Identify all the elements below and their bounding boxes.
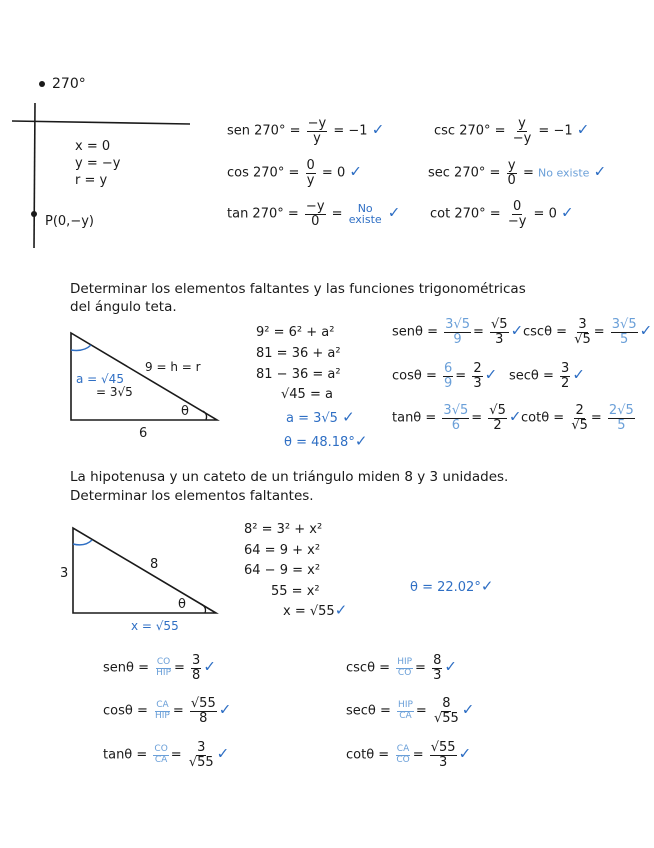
cos-270-equation (227, 159, 362, 187)
work-line: √45 = a (281, 387, 333, 402)
check-icon: ✓ (354, 432, 368, 450)
sen-theta-equation: senθ = $\frac{3√5}{9}$ = $\frac{√5}{3}$ ✓ (392, 317, 524, 347)
csc-ratio-equation: cscθ = $\frac{\text{HIP}}{CO}$ = $\frac{8}{3}$ ✓ (346, 653, 457, 683)
cot-270-fraction: $\frac{0}{-y}$ (507, 199, 527, 229)
check-icon: ✓ (387, 203, 401, 222)
work-line: 64 − 9 = x² (244, 563, 321, 578)
sec-270-note: No existe (538, 166, 590, 180)
cot-theta-equation: cotθ = $\frac{2}{√5}$ = $\frac{2√5}{5}$ (521, 403, 634, 433)
sen-ratio-equation: senθ = $\frac{CO}{\text{HIP}}$ = $\frac{3}{8}$ ✓ (103, 653, 216, 683)
sen-270-result: = −1 (333, 123, 368, 139)
cos-270-result: = 0 (321, 165, 346, 181)
cot-270-label: cot 270° = (430, 206, 501, 222)
triangle-2-hypotenuse-label: 8 (150, 557, 159, 572)
check-icon: ✓ (576, 120, 590, 139)
work-line: 64 = 9 + x² (244, 543, 321, 558)
check-icon: ✓ (572, 365, 585, 384)
tan-270-result: = (331, 206, 343, 222)
tan-theta-equation: tanθ = $\frac{3√5}{6}$ = $\frac{√5}{2}$ ✓ (392, 403, 522, 433)
point-label: P(0,−y) (45, 214, 94, 229)
triangle-1-theta: θ (181, 404, 189, 419)
check-icon: ✓ (639, 321, 653, 340)
sec-theta-equation: secθ = $\frac{3}{2}$ ✓ (509, 361, 585, 391)
triangle-2-base-label: x = √55 (131, 619, 179, 633)
vertical-axis (34, 103, 35, 248)
check-icon: ✓ (593, 162, 607, 181)
check-icon: ✓ (508, 407, 522, 426)
section2-prompt-line2: del ángulo teta. (70, 299, 177, 315)
cos-270-label: cos 270° = (227, 165, 300, 181)
sec-270-fraction: $\frac{y}{0}$ (507, 158, 516, 188)
check-icon: ✓ (216, 744, 230, 763)
tan-270-note: No existe (348, 201, 382, 227)
triangle-1-side-a: a = √45 (76, 372, 124, 386)
cot-270-equation (430, 200, 574, 228)
triangle-1-base-label: 6 (139, 426, 148, 441)
point-dot (31, 211, 37, 217)
tan-270-fraction: $\frac{-y}{0}$ (305, 199, 325, 229)
section3-prompt-line2: Determinar los elementos faltantes. (70, 488, 314, 504)
tan-270-label: tan 270° = (227, 206, 299, 222)
work-line: 8² = 3² + x² (244, 522, 323, 537)
cot-ratio-equation: cotθ = $\frac{CA}{CO}$ = $\frac{√55}{3}$ ✓ (346, 740, 472, 770)
sec-270-label: sec 270° = (428, 165, 501, 181)
cot-270-result: = 0 (533, 206, 557, 222)
triangle-1-top-angle (71, 345, 91, 350)
check-icon: ✓ (560, 203, 574, 222)
check-icon: ✓ (510, 321, 524, 340)
cos-ratio-equation: cosθ = $\frac{CA}{\text{HIP}}$ = $\frac{√55}{8}$ ✓ (103, 696, 232, 726)
csc-theta-equation: cscθ = $\frac{3}{√5}$ = $\frac{3√5}{5}$ ✓ (523, 317, 653, 347)
coord-x: x = 0 (75, 139, 111, 154)
work-line: 81 = 36 + a² (256, 346, 341, 361)
triangle-1-hypotenuse-label: 9 = h = r (145, 360, 201, 374)
triangle-2-top-angle (73, 540, 92, 545)
check-icon: ✓ (218, 700, 232, 719)
section3-prompt-line1: La hipotenusa y un cateto de un triángulo miden 8 y 3 unidades. (70, 469, 509, 485)
check-icon: ✓ (342, 408, 355, 426)
check-icon: ✓ (480, 577, 494, 595)
check-icon: ✓ (484, 365, 498, 384)
cos-270-fraction: $\frac{0}{y}$ (306, 158, 315, 188)
check-icon: ✓ (371, 120, 385, 139)
csc-270-equation (434, 117, 589, 145)
triangle-2 (73, 528, 216, 613)
triangle-1-side-a-simplified: = 3√5 (96, 385, 133, 399)
sen-270-equation (227, 117, 384, 145)
cos-theta-equation: cosθ = $\frac{6}{9}$ = $\frac{2}{3}$ ✓ (392, 361, 498, 391)
sec-270-equation (428, 159, 606, 187)
csc-270-result: = −1 (538, 123, 573, 139)
tan-ratio-equation: tanθ = $\frac{CO}{CA}$ = $\frac{3}{√55}$ ✓ (103, 740, 230, 770)
csc-270-label: csc 270° = (434, 123, 506, 139)
coord-r: r = y (75, 173, 108, 188)
work-line: 9² = 6² + a² (256, 325, 335, 340)
triangle-2-theta: θ (178, 597, 186, 612)
angle-label: 270° (52, 76, 86, 92)
work-line-theta: θ = 48.18°✓ (284, 432, 368, 450)
check-icon: ✓ (203, 657, 216, 676)
angle-dot (39, 81, 45, 87)
tan-270-equation (227, 200, 400, 228)
sec-270-result: = (522, 165, 534, 181)
sec-ratio-equation: secθ = $\frac{\text{HIP}}{CA}$ = $\frac{8}{√55}$ ✓ (346, 696, 475, 726)
check-icon: ✓ (458, 744, 472, 763)
section3-theta-result: θ = 22.02°✓ (410, 577, 494, 595)
csc-270-fraction: $\frac{y}{-y}$ (512, 116, 532, 146)
coord-y: y = −y (75, 156, 121, 171)
check-icon: ✓ (461, 700, 475, 719)
check-icon: ✓ (334, 601, 348, 619)
sen-270-fraction: $\frac{-y}{y}$ (307, 116, 327, 146)
work-line: 55 = x² (271, 584, 320, 599)
work-line: x = √55✓ (283, 601, 348, 619)
work-line: 81 − 36 = a² (256, 367, 341, 382)
triangle-2-side-label: 3 (60, 566, 69, 581)
section2-prompt-line1: Determinar los elementos faltantes y las funciones trigonométricas (70, 281, 526, 297)
work-line: a = 3√5 ✓ (286, 408, 355, 426)
check-icon: ✓ (444, 657, 457, 676)
check-icon: ✓ (349, 162, 362, 181)
sen-270-label: sen 270° = (227, 123, 301, 139)
horizontal-axis (12, 121, 190, 124)
